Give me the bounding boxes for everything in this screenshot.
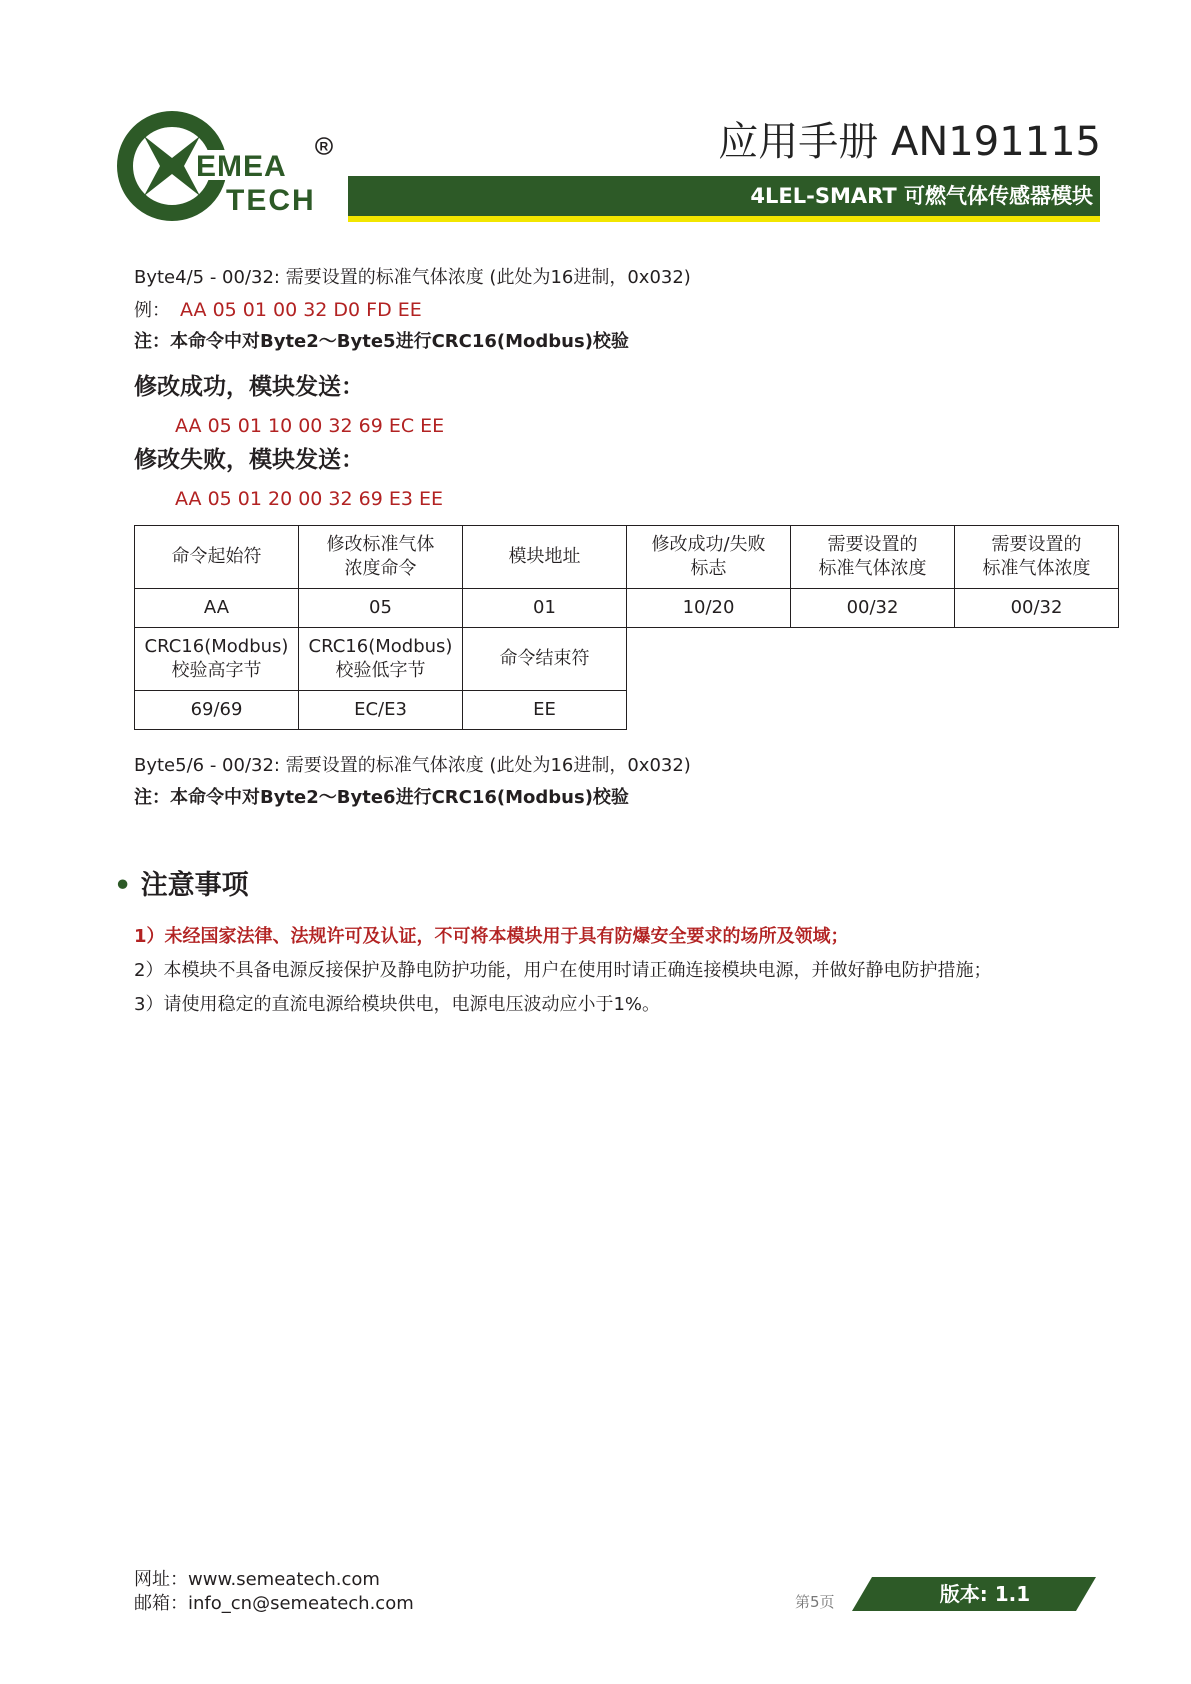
table-cell: 修改成功/失败 标志	[627, 526, 791, 589]
crc-note-2: 注：本命令中对Byte2～Byte6进行CRC16(Modbus)校验	[134, 787, 629, 808]
table-cell: AA	[135, 589, 299, 628]
page-number: 第5页	[795, 1593, 835, 1611]
example-label: 例：	[134, 300, 170, 321]
table-cell: EC/E3	[299, 691, 463, 730]
byte56-description: Byte5/6 - 00/32: 需要设置的标准气体浓度 (此处为16进制，0x032)	[134, 755, 691, 776]
table-cell: EE	[463, 691, 627, 730]
success-frame: AA 05 01 10 00 32 69 EC EE	[175, 415, 445, 437]
notice-title-text: 注意事项	[140, 870, 249, 901]
table-cell: 需要设置的 标准气体浓度	[955, 526, 1119, 589]
table-cell: 05	[299, 589, 463, 628]
table-cell: 00/32	[791, 589, 955, 628]
table-header-row	[135, 526, 1119, 589]
table-cell: 修改标准气体 浓度命令	[299, 526, 463, 589]
table-header-row	[135, 628, 1119, 691]
table-cell: 00/32	[955, 589, 1119, 628]
version-label: 版本: 1.1	[939, 1582, 1031, 1606]
table-row	[135, 589, 1119, 628]
failure-frame: AA 05 01 20 00 32 69 E3 EE	[175, 488, 444, 510]
notice-item-1: 1）未经国家法律、法规许可及认证，不可将本模块用于具有防爆安全要求的场所及领域；	[134, 926, 849, 947]
command-table	[134, 525, 1119, 730]
semeatech-logo	[114, 106, 344, 226]
byte45-description: Byte4/5 - 00/32: 需要设置的标准气体浓度 (此处为16进制，0x032)	[134, 267, 691, 288]
notice-item-2: 2）本模块不具备电源反接保护及静电防护功能，用户在使用时请正确连接模块电源，并做好静电防护措施；	[134, 960, 992, 981]
table-cell: CRC16(Modbus) 校验高字节	[135, 628, 299, 691]
success-heading: 修改成功，模块发送：	[134, 374, 364, 400]
table-cell: 命令起始符	[135, 526, 299, 589]
footer-email[interactable]: 邮箱：info_cn@semeatech.com	[134, 1593, 414, 1614]
table-cell: 命令结束符	[463, 628, 627, 691]
table-cell: 69/69	[135, 691, 299, 730]
table-cell: 01	[463, 589, 627, 628]
logo-text-bottom: TECH	[226, 184, 316, 217]
table-cell: 需要设置的 标准气体浓度	[791, 526, 955, 589]
example-value: AA 05 01 00 32 D0 FD EE	[180, 299, 422, 321]
product-subtitle: 4LEL-SMART 可燃气体传感器模块	[750, 184, 1093, 208]
footer-website[interactable]: 网址：www.semeatech.com	[134, 1569, 380, 1590]
document-title: 应用手册 AN191115	[718, 119, 1101, 165]
bullet-icon: •	[114, 870, 132, 901]
table-cell: 10/20	[627, 589, 791, 628]
notice-item-3: 3）请使用稳定的直流电源给模块供电，电源电压波动应小于1%。	[134, 994, 661, 1015]
logo-text-top: EMEA	[196, 150, 287, 183]
example-line	[134, 298, 422, 323]
crc-note: 注：本命令中对Byte2～Byte5进行CRC16(Modbus)校验	[134, 331, 629, 352]
svg-text:R: R	[319, 139, 329, 154]
table-row	[135, 691, 1119, 730]
header-accent-stripe	[348, 216, 1100, 222]
failure-heading: 修改失败，模块发送：	[134, 447, 364, 473]
notice-title	[114, 868, 249, 904]
table-cell: CRC16(Modbus) 校验低字节	[299, 628, 463, 691]
table-cell: 模块地址	[463, 526, 627, 589]
